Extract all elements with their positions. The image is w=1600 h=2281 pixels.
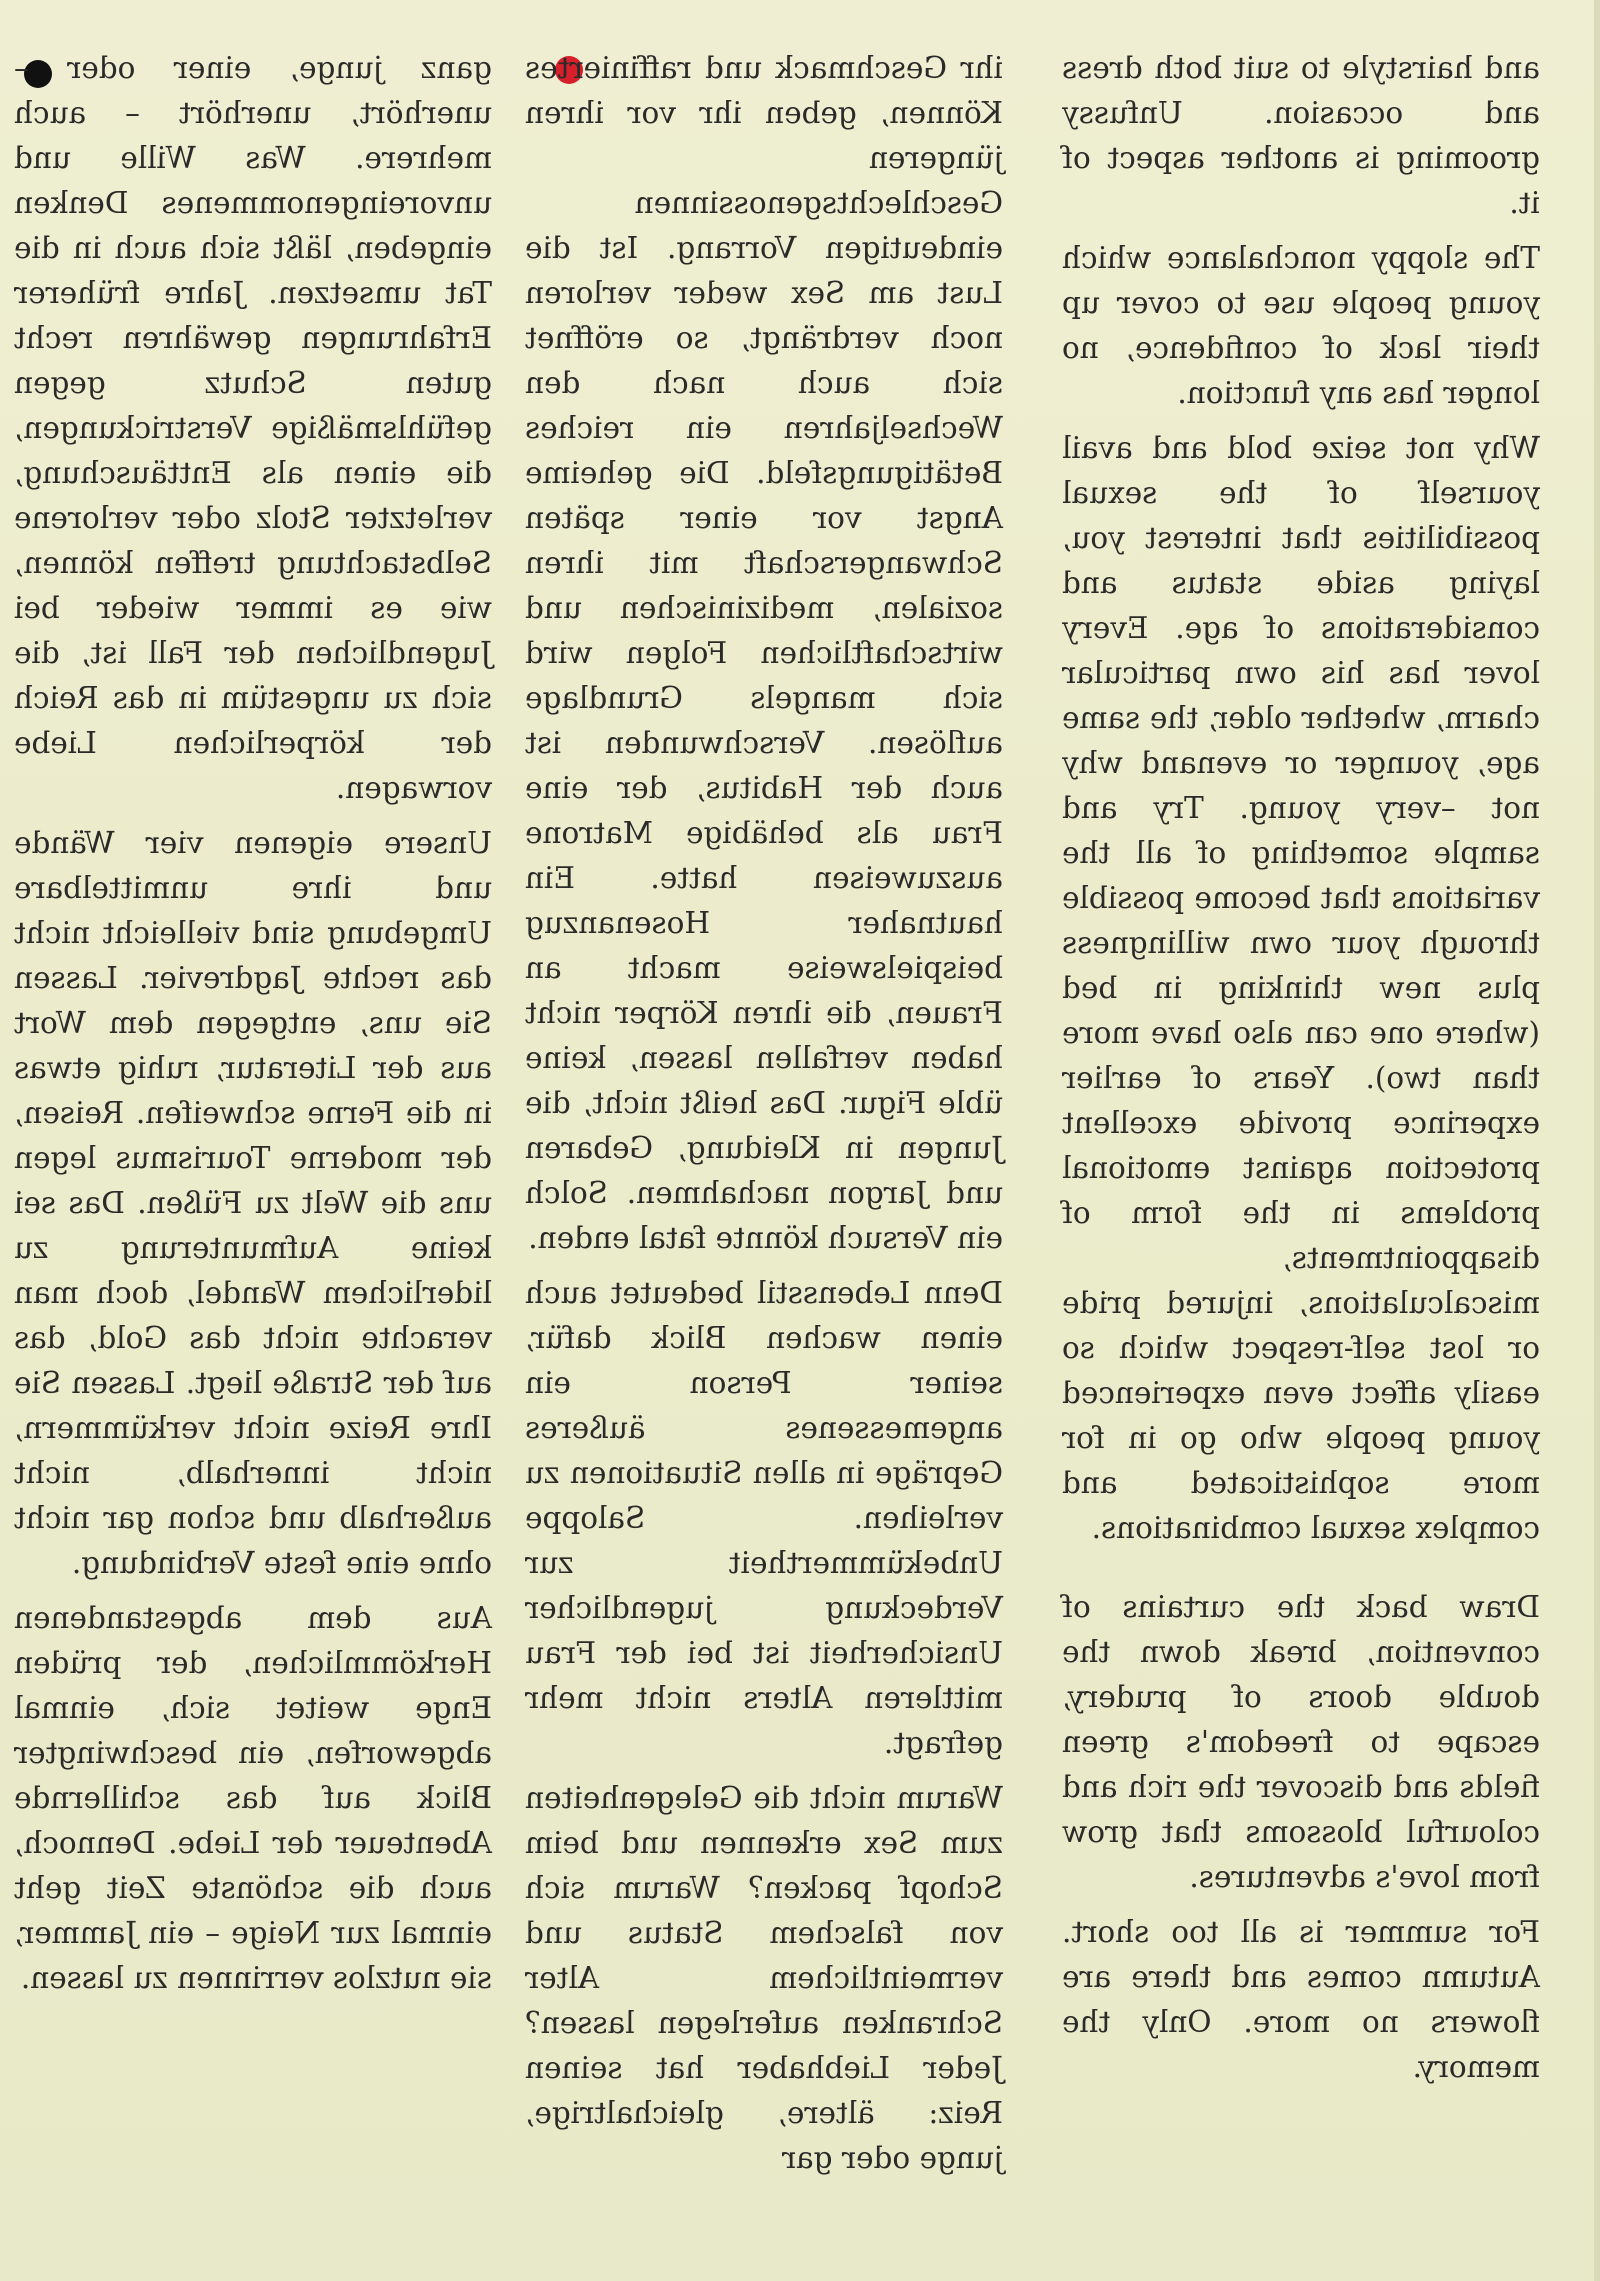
english-paragraph-3: Why not seize bold and avail yourself of the sexual possibilities that interest you, laying aside status and considerations of age. Every lover has his own particular charm, whether older, the same age, younger or evenand why not –very young. Try and sample something of all the variations that become possible through your own willingness plus new thinking in bed (where one can also have more than two). Years of earlier experince provide excellent protection against emotional problems in the form of disappointments, miscalculations, injured pride or lost self-respect which so easily affect even experienced young people who go in for more sophisticated and complex sexual combinations.	[1062, 431, 1540, 1545]
scan-edge	[1594, 0, 1600, 2281]
german-1-paragraph-1: ihr Geschmack und raffiniertes Können, geben ihr vor ihren jüngeren Geschlechtsgenossinnen eindeutigen Vorrang. Ist die Lust am Sex weder verloren noch verdrängt, so eröffnet sich auch nach den Wechseljahren ein reiches Betätigungsfeld. Die geheime Angst vor einer späten Schwangerschaft mit ihren sozialen, medizinischen und wirtschaftlichen Folgen wird sich mangels Grundlage auflösen. Verschwunden ist auch der Habitus, der eine Frau als behäbige Matrone auszuweisen hatte. Ein hautnaher Hosenanzug beispielsweise macht an Frauen, die ihren Körper nicht haben verfallen lassen, keine üble Figur. Das heißt nicht, die Jungen in Kleidung, Gebaren und Jargon nachahmen. Solch ein Versuch könnte fatal enden.	[525, 51, 1003, 1255]
german-column-2	[14, 46, 492, 2011]
german-2-paragraph-2: Unsere eigenen vier Wände und ihre unmittelbare Umgebung sind vielleicht nicht das rechte Jagdrevier. Lassen Sie uns, entgegen dem Wort aus der Literatur, ruhig etwas in die Ferne schweifen. Reisen, der moderne Tourismus legen uns die Welt zu Füßen. Das sei keine Aufmunterung zu liderlichem Wandel, doch man verachte nicht das Gold, das auf der Straße liegt. Lassen Sie Ihre Reize nicht verkümmern, nicht innerhalb, nicht außerhalb und schon gar nicht ohne eine feste Verbindung.	[14, 826, 492, 1580]
english-paragraph-1: and hairstyle to suit both dress and occasion. Unfussy grooming is another aspect of it.	[1062, 51, 1540, 220]
english-paragraph-4: Draw back the curtains of convention, break down the double doors of prudery, escape to freedom's green fields and discover the rich and colourful blossoms that grow from love's adventures.	[1062, 1590, 1540, 1894]
english-paragraph-2: The sloppy nonchalance which young people use to cover up their lack of confidence, no longer has any function.	[1062, 241, 1540, 410]
english-paragraph-5: For summer is all too short. Autumn comes and there are flowers no more. Only the memory.	[1062, 1915, 1540, 2084]
german-1-paragraph-2: Denn Lebensstil bedeutet auch einen wachen Blick dafür, seiner Person ein angemessenes äußeres Gepräge in allen Situationen zu verleihen. Saloppe Unbekümmertheit zur Verdeckung jugendlicher Unsicherheit ist bei der Frau mittleren Alters nicht mehr gefragt.	[525, 1276, 1003, 1760]
german-1-paragraph-3: Warum nicht die Gelegenheiten zum Sex erkennen und beim Schopf packen? Warum sich von falschem Status und vermeintlichem Alter Schranken auferlegen lassen? Jeder Liebhaber hat seinen Reiz: ältere, gleichaltrige, junge oder gar	[525, 1781, 1003, 2175]
german-column-1	[525, 46, 1003, 2191]
german-2-paragraph-3: Aus dem abgestandenen Herkömmlichen, der prüden Enge weitet sich, einmal abgeworfen, ein beschwingter Blick auf das schillernde Abenteuer der Liebe. Dennoch, auch die schönste Zeit geht einmal zur Neige – ein Jammer, sie nutzlos verrinnen zu lassen.	[14, 1601, 492, 1995]
german-2-paragraph-1: ganz junge, einer oder – unerhört, unerhört – auch mehrere. Was Wille und unvoreingenommenes Denken eingeben, läßt sich auch in die Tat umsetzen. Jahre früherer Erfahrungen gewähren recht guten Schutz gegen gefühlsmäßige Verstrickungen, die einen als Enttäuschung, verletzter Stolz oder verlorene Selbstachtung treffen können, wie es immer wieder bei Jugendlichen der Fall ist, die sich zu ungestüm in das Reich der körperlichen Liebe vorwagen.	[14, 51, 492, 805]
english-column	[1062, 46, 1540, 2100]
